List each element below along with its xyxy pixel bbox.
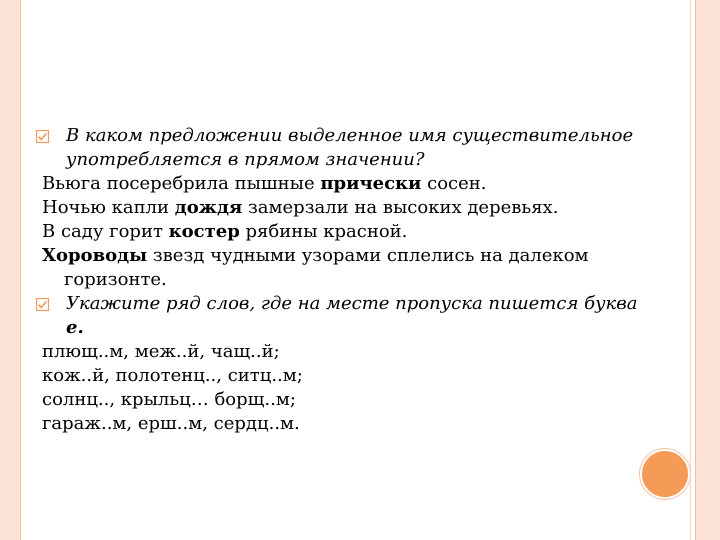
option-1-bold: прически	[320, 173, 422, 194]
option-3-before: В саду горит	[42, 221, 169, 242]
option-4-bold: Хороводы	[42, 245, 148, 266]
answer-row-1: плющ..м, меж..й, чащ..й;	[42, 341, 280, 362]
option-2-before: Ночью капли	[42, 197, 175, 218]
option-1-before: Вьюга посеребрила пышные	[42, 173, 321, 194]
option-3-bold: костер	[168, 221, 240, 242]
option-2-bold: дождя	[174, 197, 243, 218]
decorative-orange-circle	[640, 449, 690, 499]
slide-content	[42, 124, 652, 436]
question-2-prompt	[42, 292, 652, 340]
checkbox-check-icon	[36, 130, 49, 143]
answer-row-2: кож..й, полотенц.., ситц..м;	[42, 365, 303, 386]
question-1-text: В каком предложении выделенное имя существительное употребляется в прямом значении?	[66, 125, 634, 170]
question-2-letter: е.	[66, 317, 84, 338]
left-border-line	[20, 0, 21, 540]
question-1-prompt	[42, 124, 652, 172]
option-3	[42, 220, 652, 244]
question-2-text: Укажите ряд слов, где на месте пропуска пишется буква	[66, 293, 638, 314]
option-1-after: сосен.	[421, 173, 487, 194]
right-border-inner-line	[690, 0, 691, 540]
option-2	[42, 196, 652, 220]
checkbox-check-icon	[36, 298, 49, 311]
option-4	[42, 244, 652, 292]
answer-row-4: гараж..м, ерш..м, сердц..м.	[42, 413, 300, 434]
option-3-after: рябины красной.	[239, 221, 408, 242]
right-border-strip	[696, 0, 720, 540]
option-2-after: замерзали на высоких деревьях.	[242, 197, 559, 218]
left-border-strip	[0, 0, 20, 540]
answer-row-3: солнц.., крыльц… борщ..м;	[42, 389, 296, 410]
option-4-after: звезд чудными узорами сплелись на далеком горизонте.	[64, 245, 589, 290]
option-1	[42, 172, 652, 196]
